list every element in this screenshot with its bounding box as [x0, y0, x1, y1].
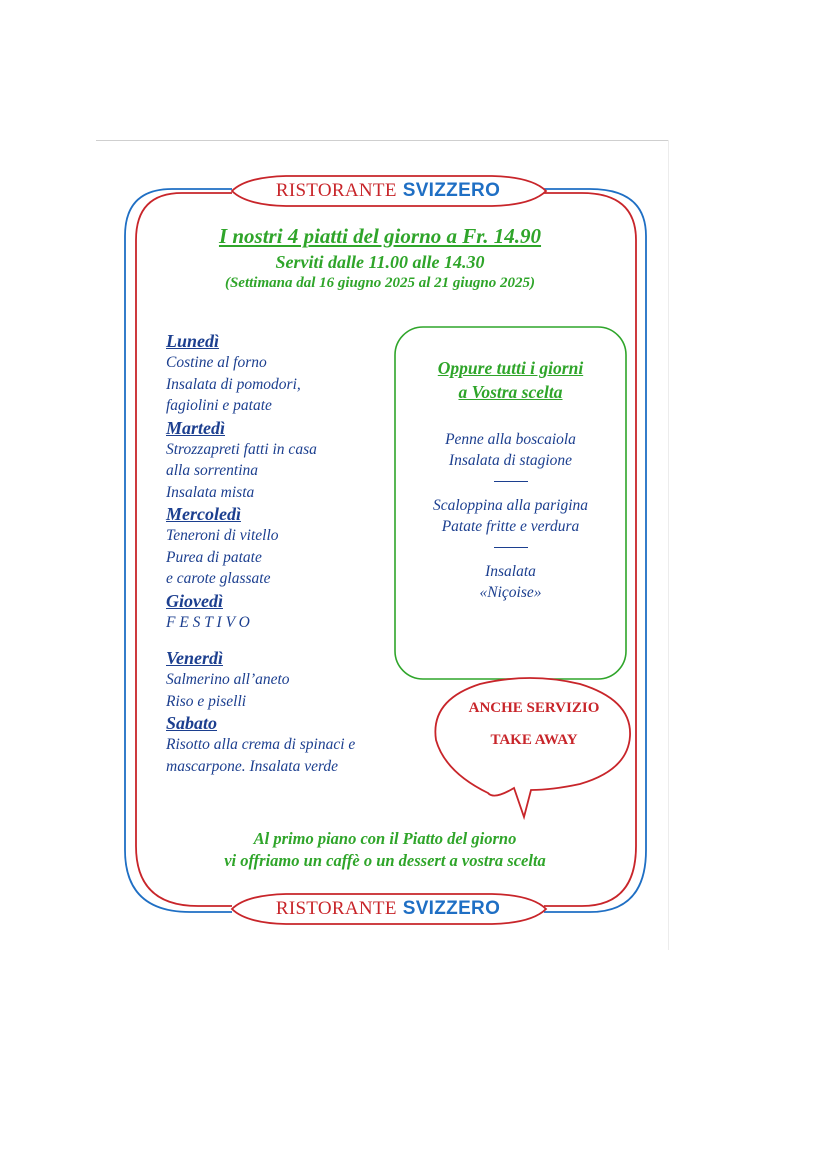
day-block-saturday: [166, 712, 416, 777]
footer-note-line-2: vi offriamo un caffè o un dessert a vostra scelta: [224, 851, 546, 870]
banner-brand: SVIZZERO: [402, 180, 501, 201]
intro-title: I nostri 4 piatti del giorno a Fr. 14.90: [218, 224, 542, 248]
day-title: Giovedì: [166, 590, 223, 611]
day-title: Lunedì: [166, 331, 220, 351]
separator-line: [494, 547, 528, 548]
dish: Salmerino all’aneto: [166, 671, 290, 688]
alt-dish: Penne alla boscaiola: [445, 431, 576, 448]
banner-prefix: RISTORANTE: [275, 898, 397, 919]
alternatives-title-2: a Vostra scelta: [458, 382, 563, 402]
footer-banner: [232, 895, 544, 923]
alt-dish: «Niçoise»: [479, 583, 542, 601]
footer-note: [150, 828, 620, 872]
takeaway-note: [440, 692, 628, 756]
takeaway-line-2: TAKE AWAY: [490, 732, 578, 748]
dish: Purea di patate: [166, 548, 262, 566]
intro-block: [150, 224, 610, 292]
day-block-tuesday: [166, 417, 416, 504]
alt-dish: Patate fritte e verdura: [441, 517, 580, 535]
banner-prefix: RISTORANTE: [275, 180, 397, 201]
dish: F E S T I V O: [166, 613, 250, 631]
dish: alla sorrentina: [166, 462, 259, 479]
dish: Strozzapreti fatti in casa: [166, 440, 317, 458]
alt-dish: Scaloppina alla parigina: [433, 497, 588, 514]
alt-dish: Insalata di stagione: [448, 451, 573, 469]
day-block-friday: [166, 647, 416, 712]
dish: Teneroni di vitello: [166, 527, 279, 544]
day-title: Venerdì: [166, 648, 224, 668]
alternatives: [396, 356, 625, 603]
dish: Riso e piselli: [166, 692, 247, 710]
intro-hours: Serviti dalle 11.00 alle 14.30: [275, 252, 485, 272]
day-title: Sabato: [166, 713, 218, 733]
day-title: Mercoledì: [166, 504, 241, 524]
alt-dish: Insalata: [485, 563, 536, 580]
day-title: Martedì: [166, 417, 226, 438]
day-block-monday: [166, 330, 416, 417]
intro-week: (Settimana dal 16 giugno 2025 al 21 giugno 2025): [224, 275, 536, 291]
dish: Risotto alla crema di spinaci e: [166, 736, 356, 753]
daily-menu: [166, 330, 416, 777]
dish: Costine al forno: [166, 354, 267, 371]
day-block-wednesday: [166, 503, 416, 590]
banner-brand: SVIZZERO: [402, 898, 501, 919]
header-banner: [232, 177, 544, 205]
footer-note-line-1: Al primo piano con il Piatto del giorno: [253, 829, 517, 848]
dish: e carote glassate: [166, 570, 271, 587]
dish: mascarpone. Insalata verde: [166, 757, 339, 775]
dish: fagiolini e patate: [166, 397, 272, 414]
spacer: [166, 633, 416, 647]
separator-line: [494, 481, 528, 482]
day-block-thursday: [166, 590, 416, 634]
takeaway-line-1: ANCHE SERVIZIO: [468, 700, 600, 716]
dish: Insalata di pomodori,: [166, 375, 301, 393]
dish: Insalata mista: [166, 483, 255, 501]
alternatives-title-1: Oppure tutti i giorni: [437, 358, 584, 378]
